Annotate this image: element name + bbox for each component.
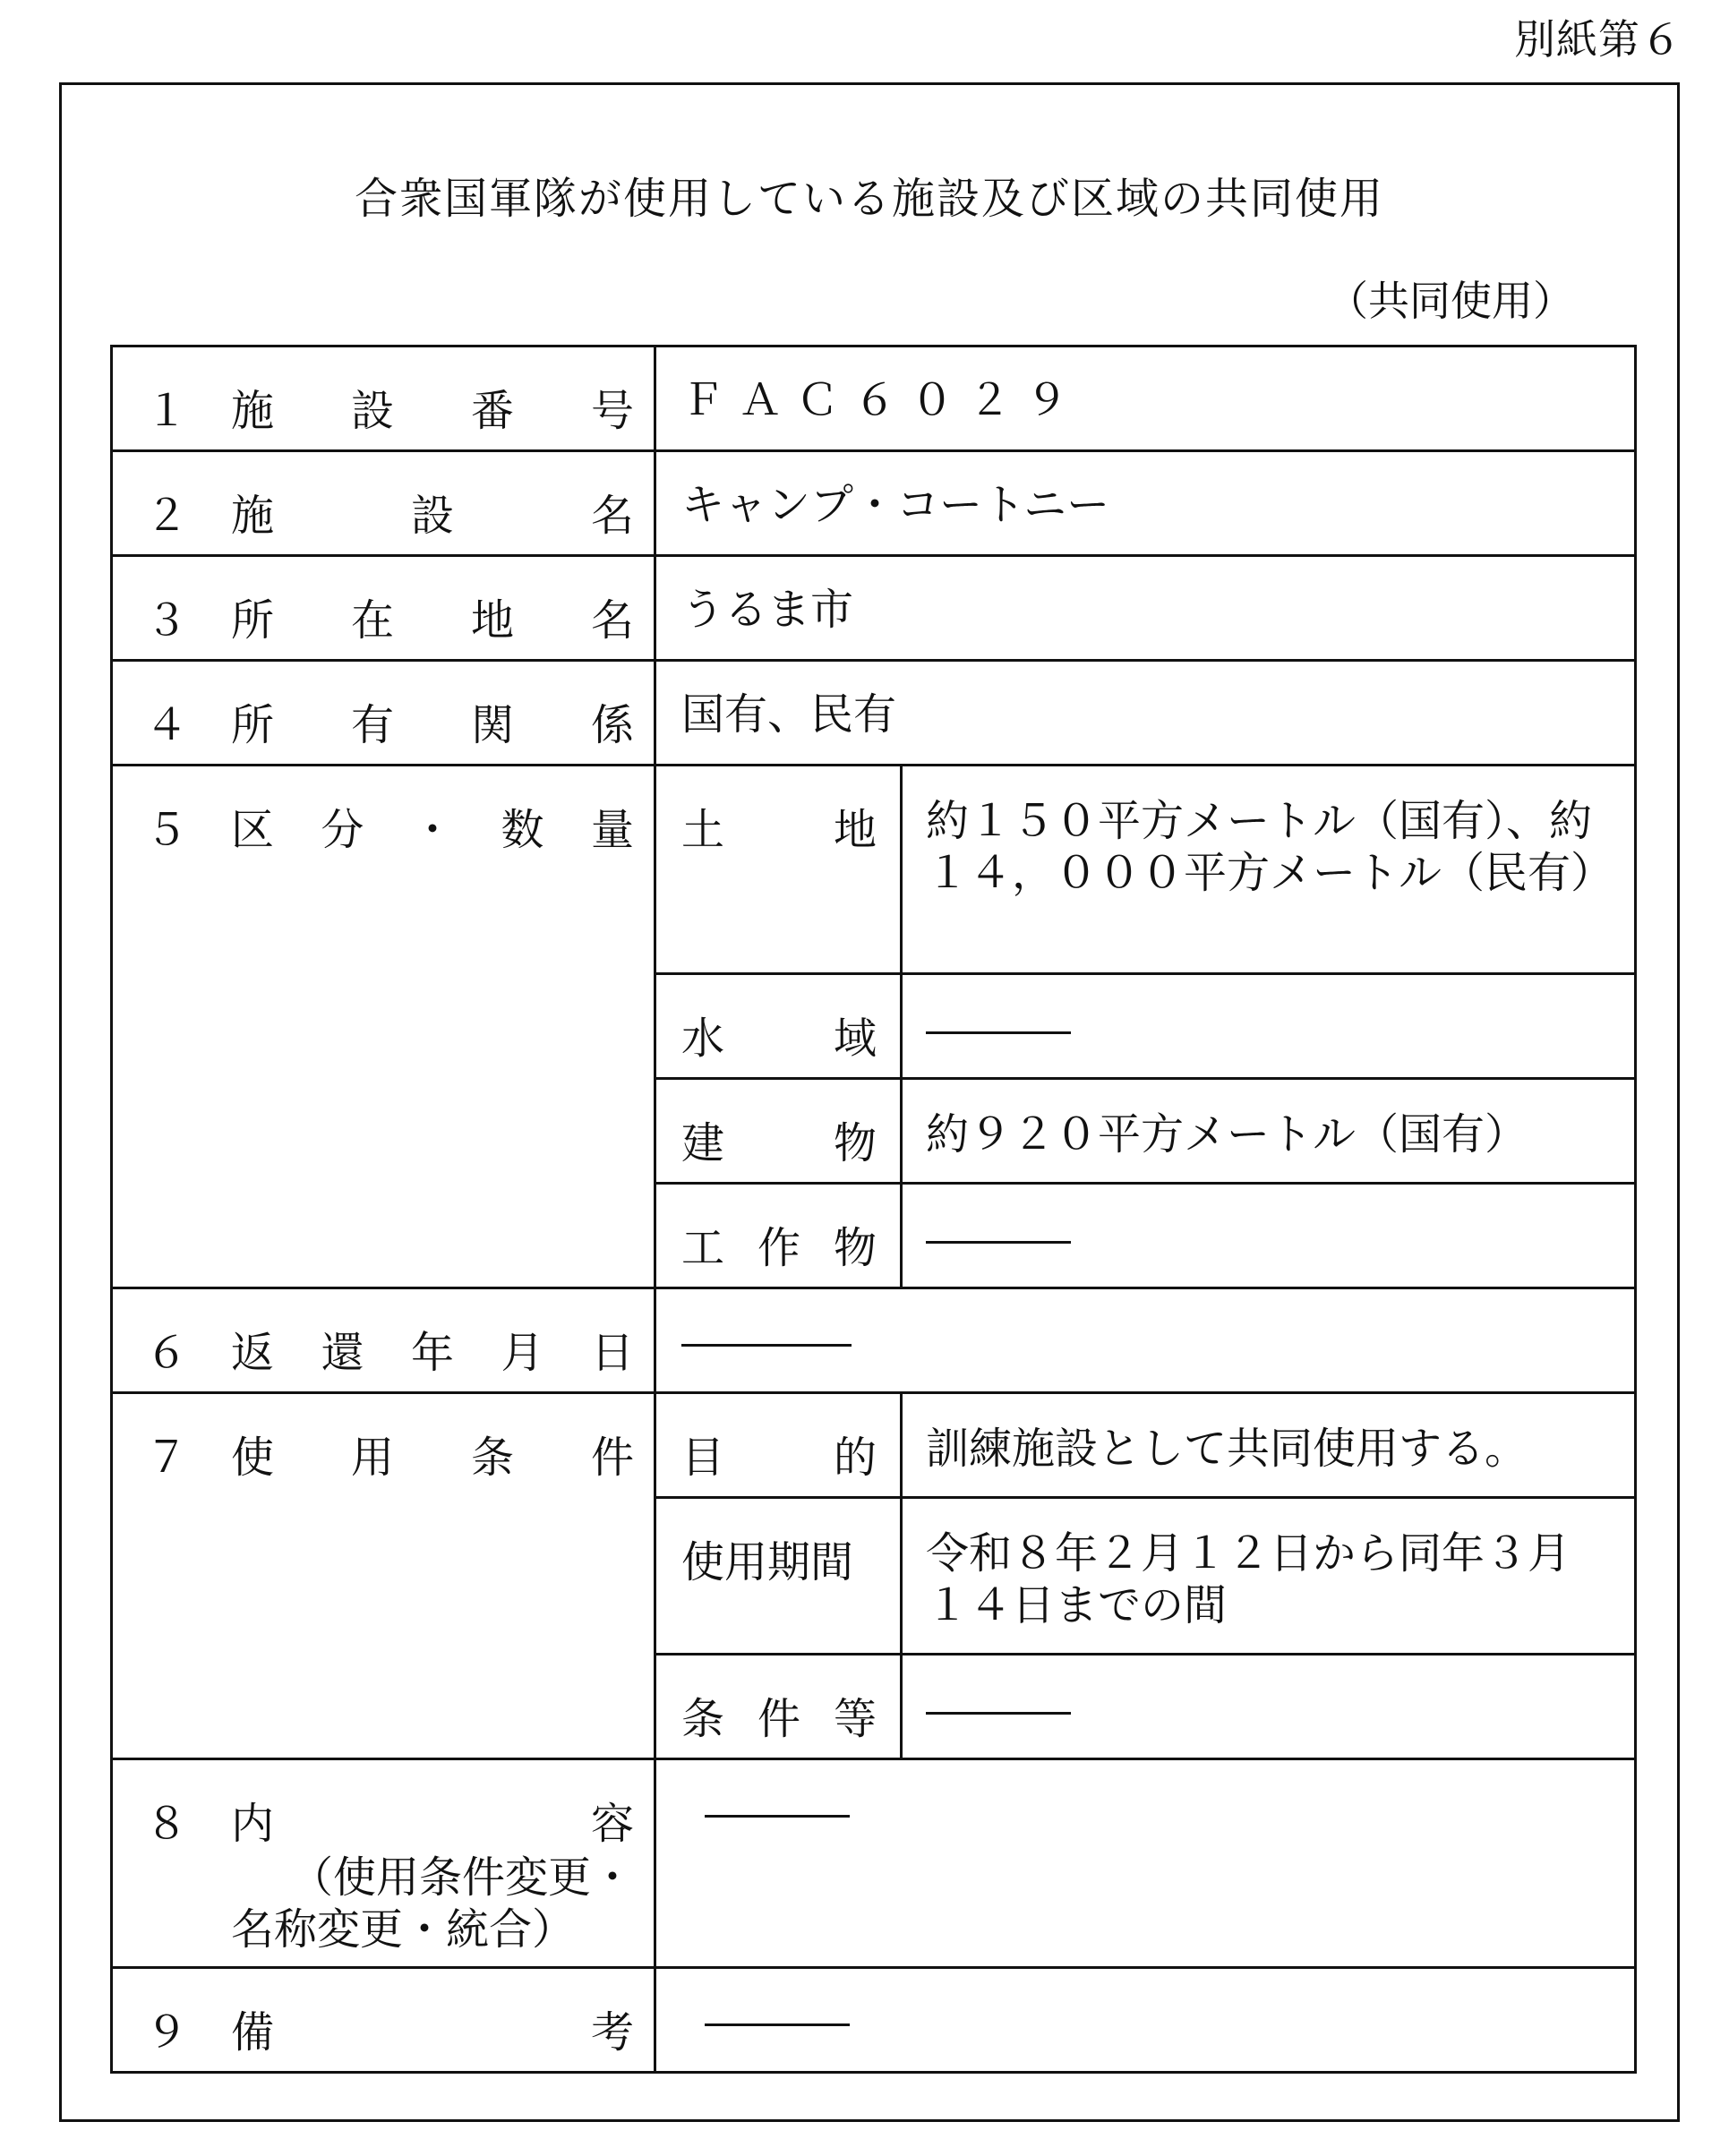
row-content (112, 1759, 1636, 1968)
facility-name-value: キャンプ・コートニー (655, 451, 1636, 556)
row-number: １ (145, 386, 189, 436)
building-value: 約９２０平方メートル（国有） (902, 1079, 1636, 1184)
sublabel-char: 物 (833, 1223, 877, 1273)
label-char: 月 (501, 1328, 544, 1378)
row-ownership (112, 661, 1636, 766)
sublabel-char: 建 (681, 1118, 725, 1168)
row-number: ９ (145, 2007, 189, 2058)
dash-line (681, 1344, 852, 1347)
label-char: 使 (231, 1433, 275, 1483)
ownership-value: 国有、民有 (655, 661, 1636, 766)
label-char: 設 (410, 491, 454, 541)
row-number: ４ (145, 700, 189, 750)
label-char: 地 (470, 595, 514, 646)
label-char: 区 (231, 805, 275, 855)
label-char: 量 (590, 805, 634, 855)
row-remarks (112, 1968, 1636, 2073)
row-number: ５ (145, 805, 189, 855)
structure-value (902, 1184, 1636, 1288)
label-char: 号 (590, 386, 634, 436)
label-char: 備 (231, 2007, 275, 2058)
label-char: 番 (470, 386, 514, 436)
label-char: 関 (470, 700, 514, 750)
land-value: 約１５０平方メートル（国有）、約１４，０００平方メートル（民有） (902, 766, 1636, 974)
label-char: 数 (501, 805, 544, 855)
row-category-land (112, 766, 1636, 974)
label-char: 考 (590, 2007, 634, 2058)
purpose-value: 訓練施設として共同使用する。 (902, 1393, 1636, 1498)
label-char: 設 (350, 386, 394, 436)
row-number: ６ (145, 1328, 189, 1378)
row-usage-purpose (112, 1393, 1636, 1498)
label-char: 還 (321, 1328, 364, 1378)
dash-line (926, 1712, 1071, 1715)
annex-label: 別紙第６ (1514, 15, 1682, 64)
sublabel-char: 域 (833, 1014, 877, 1064)
row-location (112, 556, 1636, 661)
label-char: ・ (410, 805, 454, 855)
dash-line (705, 2023, 850, 2026)
dash-line (926, 1031, 1071, 1034)
label-char: 係 (590, 700, 634, 750)
sublabel-char: 水 (681, 1014, 725, 1064)
sublabel-char: 地 (833, 805, 877, 855)
water-value (902, 974, 1636, 1079)
sublabel-char: 物 (833, 1118, 877, 1168)
content-value (655, 1759, 1636, 1968)
content-label-sub2: 名称変更・統合） (231, 1904, 576, 1955)
document-title: 合衆国軍隊が使用している施設及び区域の共同使用 (354, 174, 1384, 224)
row-facility-number (112, 346, 1636, 451)
row-return-date (112, 1288, 1636, 1393)
period-label: 使用期間 (655, 1498, 902, 1655)
label-char: 日 (590, 1328, 634, 1378)
label-char: 年 (410, 1328, 454, 1378)
facility-table (110, 345, 1637, 2074)
sublabel-char: 作 (757, 1223, 800, 1273)
sublabel-char: 目 (681, 1433, 725, 1483)
label-char: 所 (231, 595, 275, 646)
period-value: 令和８年２月１２日から同年３月１４日までの間 (902, 1498, 1636, 1655)
label-char: 所 (231, 700, 275, 750)
location-value: うるま市 (655, 556, 1636, 661)
label-char: 名 (590, 491, 634, 541)
sublabel-char: 工 (681, 1223, 725, 1273)
document-subtitle: （共同使用） (1327, 277, 1574, 325)
label-char: 件 (590, 1433, 634, 1483)
row-facility-name (112, 451, 1636, 556)
dash-line (705, 1815, 850, 1818)
label-char: 条 (470, 1433, 514, 1483)
label-char: 分 (321, 805, 364, 855)
facility-number-value: ＦＡＣ６０２９ (655, 346, 1636, 451)
remarks-value (655, 1968, 1636, 2073)
sublabel-char: 件 (757, 1694, 800, 1744)
content-label-sub1: （使用条件変更・ (289, 1852, 634, 1903)
document-frame (59, 82, 1680, 2122)
label-char: 名 (590, 595, 634, 646)
row-number: ７ (145, 1433, 189, 1483)
row-number: ８ (145, 1799, 189, 1849)
label-char: 在 (350, 595, 394, 646)
sublabel-char: 的 (833, 1433, 877, 1483)
return-date-value (655, 1288, 1636, 1393)
sublabel-char: 土 (681, 805, 725, 855)
label-char: 内 (231, 1799, 275, 1849)
label-char: 施 (231, 386, 275, 436)
label-char: 容 (590, 1799, 634, 1849)
dash-line (926, 1241, 1071, 1244)
label-char: 用 (350, 1433, 394, 1483)
label-char: 返 (231, 1328, 275, 1378)
label-char: 施 (231, 491, 275, 541)
sublabel-char: 等 (833, 1694, 877, 1744)
row-number: ２ (145, 491, 189, 541)
sublabel-char: 条 (681, 1694, 725, 1744)
conditions-value (902, 1655, 1636, 1759)
label-char: 有 (350, 700, 394, 750)
row-number: ３ (145, 595, 189, 646)
